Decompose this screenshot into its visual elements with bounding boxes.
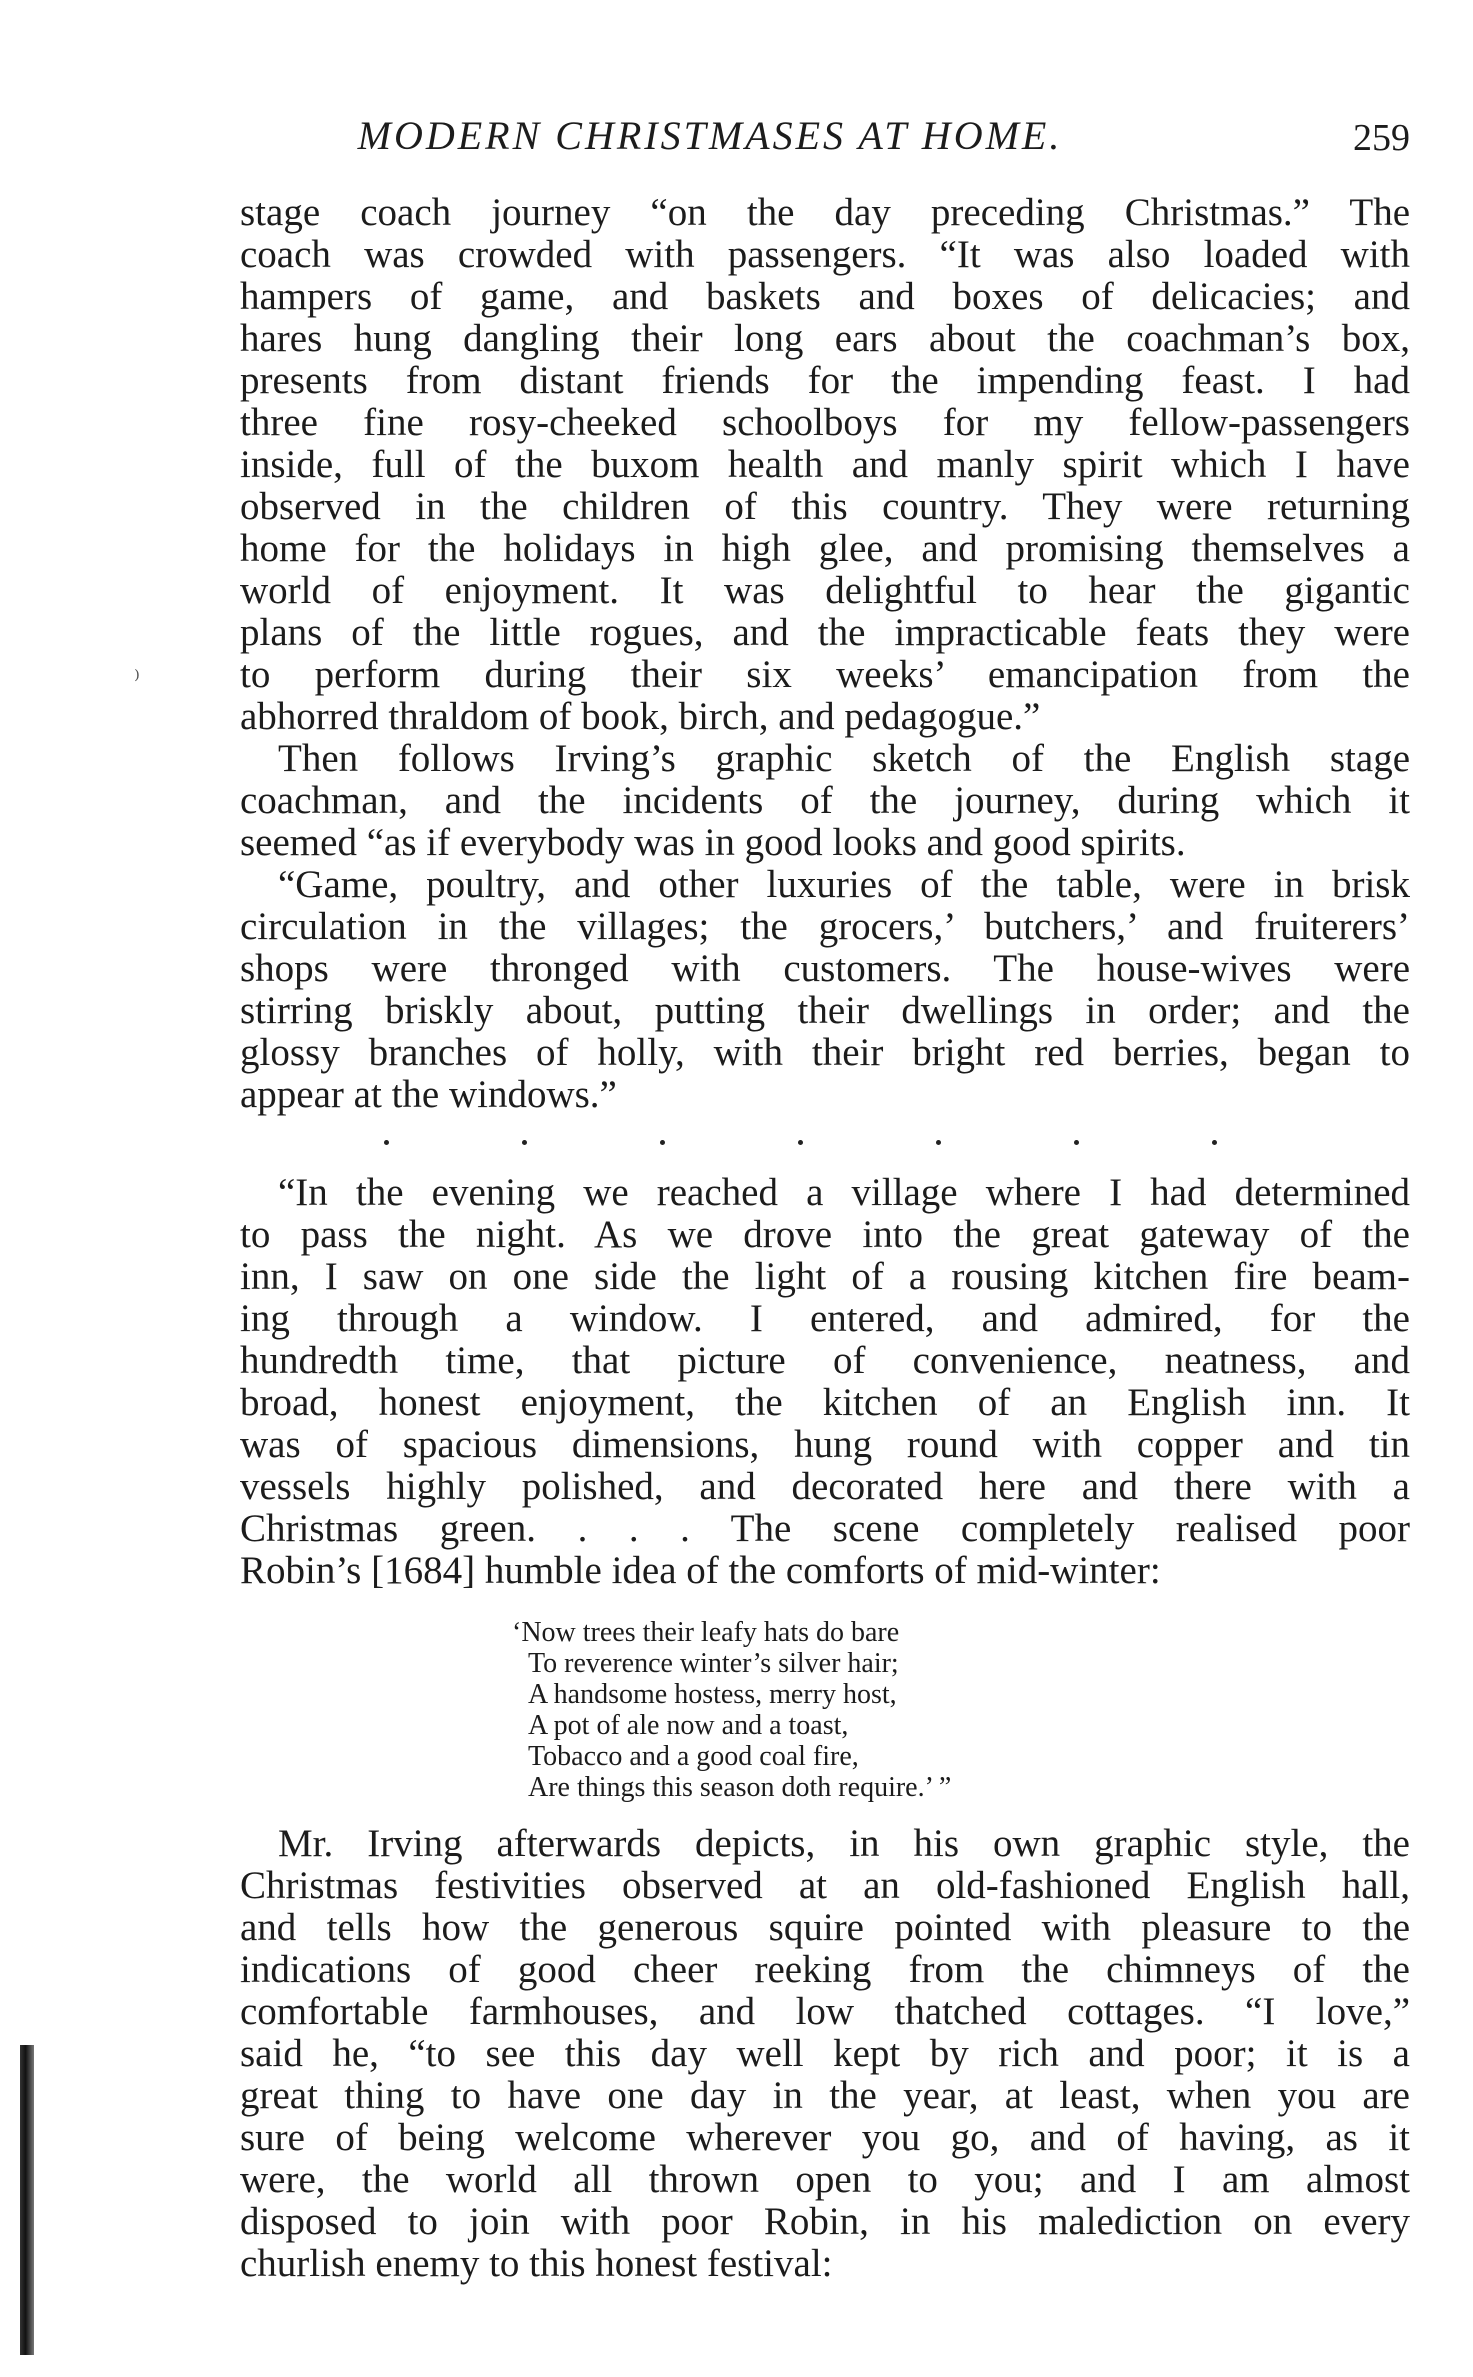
dot (1074, 1140, 1079, 1145)
text-line: hampers of game, and baskets and boxes of delicacies; and (240, 275, 1410, 318)
text-line: appear at the windows.” (240, 1073, 617, 1116)
text-line: stirring briskly about, putting their dwellings in order; and the (240, 989, 1410, 1032)
paragraph-3 (240, 864, 1410, 1116)
text-line: and tells how the generous squire pointed with pleasure to the (240, 1906, 1410, 1949)
text-line: abhorred thraldom of book, birch, and pedagogue.” (240, 695, 1041, 738)
text-line: to pass the night. As we drove into the great gateway of the (240, 1213, 1410, 1256)
poem-line: A pot of ale now and a toast, (528, 1710, 849, 1741)
poem-quote (512, 1617, 1112, 1803)
dot (384, 1140, 389, 1145)
text-line: home for the holidays in high glee, and promising themselves a (240, 527, 1410, 570)
page-number: 259 (1353, 117, 1410, 159)
text-line: inn, I saw on one side the light of a rousing kitchen fire beam- (240, 1255, 1410, 1298)
text-line: said he, “to see this day well kept by rich and poor; it is a (240, 2032, 1410, 2075)
text-line: observed in the children of this country. They were returning (240, 485, 1410, 528)
text-line: churlish enemy to this honest festival: (240, 2242, 833, 2285)
text-line: broad, honest enjoyment, the kitchen of an English inn. It (240, 1381, 1410, 1424)
text-line: great thing to have one day in the year, at least, when you are (240, 2074, 1410, 2117)
text-line: “In the evening we reached a village where I had determined (278, 1171, 1410, 1214)
dot (1212, 1140, 1217, 1145)
text-line: coach was crowded with passengers. “It was also loaded with (240, 233, 1410, 276)
poem-line: Tobacco and a good coal fire, (528, 1741, 859, 1772)
text-line: Robin’s [1684] humble idea of the comforts of mid-winter: (240, 1549, 1161, 1592)
text-line: Then follows Irving’s graphic sketch of the English stage (278, 737, 1410, 780)
text-line: Christmas green. . . . The scene completely realised poor (240, 1507, 1410, 1550)
text-line: sure of being welcome wherever you go, and of having, as it (240, 2116, 1410, 2159)
dot (660, 1140, 665, 1145)
text-line: Christmas festivities observed at an old-fashioned English hall, (240, 1864, 1410, 1907)
paragraph-1 (240, 192, 1410, 738)
text-line: stage coach journey “on the day preceding Christmas.” The (240, 191, 1410, 234)
poem-line: Are things this season doth require.’ ” (528, 1772, 952, 1803)
ellipsis-dots (240, 1140, 1410, 1160)
running-title: MODERN CHRISTMASES AT HOME. (357, 113, 1063, 158)
paragraph-4 (240, 1172, 1410, 1592)
text-line: was of spacious dimensions, hung round with copper and tin (240, 1423, 1410, 1466)
text-line: plans of the little rogues, and the impracticable feats they were (240, 611, 1410, 654)
binding-shadow (20, 2045, 34, 2355)
text-line: vessels highly polished, and decorated here and there with a (240, 1465, 1410, 1508)
paragraph-5 (240, 1823, 1410, 2285)
dot (798, 1140, 803, 1145)
text-line: to perform during their six weeks’ emancipation from the (240, 653, 1410, 696)
text-line: indications of good cheer reeking from the chimneys of the (240, 1948, 1410, 1991)
text-line: disposed to join with poor Robin, in his malediction on every (240, 2200, 1410, 2243)
text-line: inside, full of the buxom health and manly spirit which I have (240, 443, 1410, 486)
text-line: presents from distant friends for the impending feast. I had (240, 359, 1410, 402)
text-line: were, the world all thrown open to you; and I am almost (240, 2158, 1410, 2201)
text-line: “Game, poultry, and other luxuries of the table, were in brisk (278, 863, 1410, 906)
text-line: circulation in the villages; the grocers,’ butchers,’ and fruiterers’ (240, 905, 1410, 948)
page-header (240, 112, 1410, 172)
text-line: seemed “as if everybody was in good looks and good spirits. (240, 821, 1186, 864)
text-line: three fine rosy-cheeked schoolboys for my fellow-passengers (240, 401, 1410, 444)
text-line: glossy branches of holly, with their bright red berries, began to (240, 1031, 1410, 1074)
text-line: shops were thronged with customers. The house-wives were (240, 947, 1410, 990)
text-line: hares hung dangling their long ears about the coachman’s box, (240, 317, 1410, 360)
poem-line: A handsome hostess, merry host, (528, 1679, 897, 1710)
poem-line: ‘Now trees their leafy hats do bare (512, 1617, 900, 1648)
text-line: world of enjoyment. It was delightful to hear the gigantic (240, 569, 1410, 612)
poem-line: To reverence winter’s silver hair; (528, 1648, 899, 1679)
margin-mark: ⁾ (134, 667, 140, 693)
paragraph-2 (240, 738, 1410, 864)
text-line: ing through a window. I entered, and admired, for the (240, 1297, 1410, 1340)
dot (522, 1140, 527, 1145)
text-line: coachman, and the incidents of the journey, during which it (240, 779, 1410, 822)
text-line: hundredth time, that picture of convenience, neatness, and (240, 1339, 1410, 1382)
text-line: Mr. Irving afterwards depicts, in his own graphic style, the (278, 1822, 1410, 1865)
text-line: comfortable farmhouses, and low thatched cottages. “I love,” (240, 1990, 1410, 2033)
dot (936, 1140, 941, 1145)
